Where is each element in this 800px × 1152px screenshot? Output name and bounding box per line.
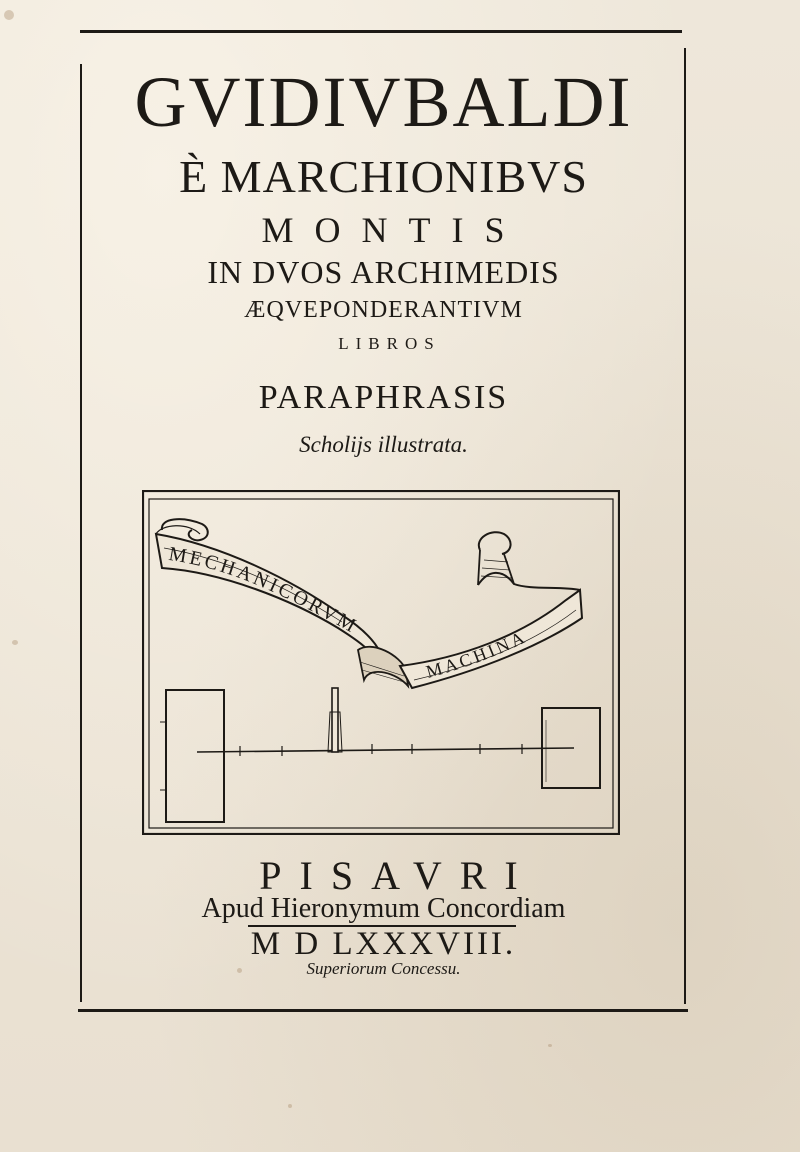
banner-inscriptions [142, 490, 620, 835]
imprint-city: PISAVRI [259, 853, 536, 898]
work-title-line1: IN DVOS ARCHIMEDIS [207, 254, 560, 290]
author-place: MONTIS [261, 210, 526, 250]
work-title-line3: LIBROS [338, 334, 441, 353]
author-title: È MARCHIONIBVS [179, 151, 588, 202]
bottom-rule [78, 1009, 688, 1012]
svg-text:MACHINA [424, 626, 530, 682]
imprint-license: Superiorum Concessu. [306, 959, 461, 978]
banner-left-text: MECHANICORVM [167, 543, 362, 639]
work-subtitle: Scholijs illustrata. [299, 432, 468, 457]
author-name: GVIDIVBALDI [134, 62, 633, 142]
imprint-year: M D LXXXVIII. [250, 926, 517, 962]
work-genre: PARAPHRASIS [258, 379, 509, 416]
banner-right-text: MACHINA [423, 626, 530, 682]
work-title-line2: ÆQVEPONDERANTIVM [244, 297, 523, 323]
imprint-publisher: Apud Hieronymum Concordiam [201, 893, 566, 924]
svg-text:MECHANICORVM [167, 543, 362, 638]
top-rule [80, 30, 682, 33]
